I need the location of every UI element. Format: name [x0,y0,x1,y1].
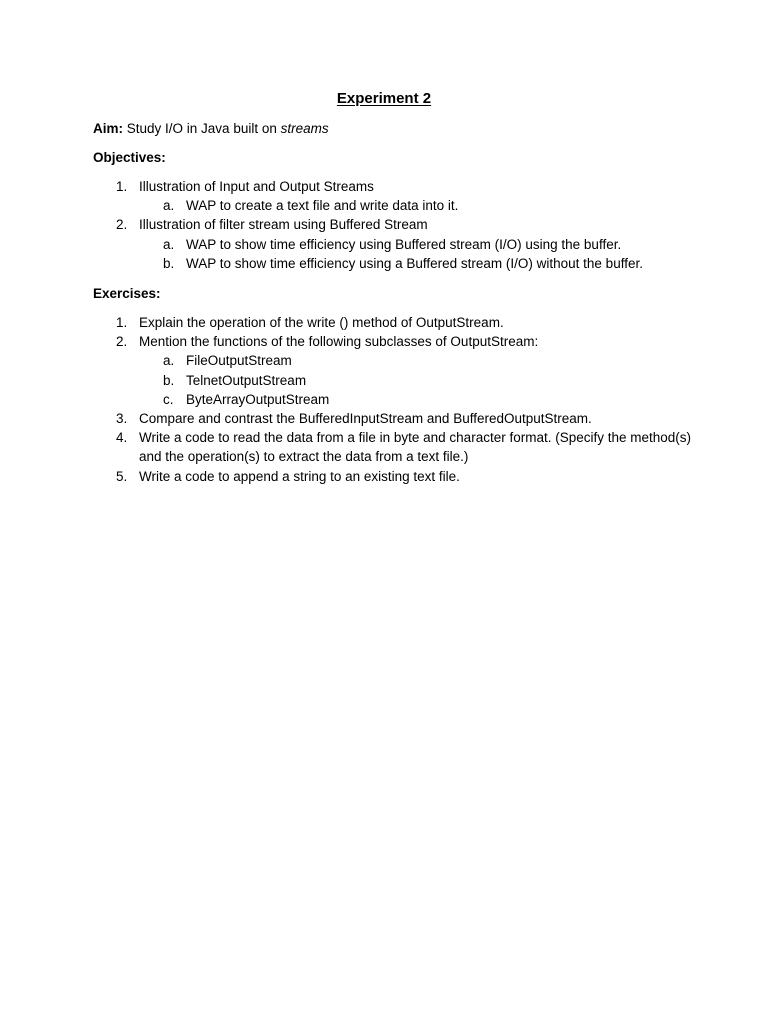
list-item [93,467,693,486]
sub-item-text: WAP to show time efficiency using Buffered stream (I/O) using the buffer. [186,236,622,252]
exercises-list [93,313,693,486]
sub-item-letter: b. [163,372,175,388]
sub-list-item [93,371,693,390]
item-text: Explain the operation of the write () method of OutputStream. [139,315,504,330]
list-item [93,177,693,196]
item-number: 1. [116,179,128,194]
sub-list-item [93,196,693,215]
sub-item-letter: b. [163,255,175,271]
list-item [93,313,693,332]
sub-item-letter: c. [163,391,174,407]
sub-item-letter: a. [163,353,175,369]
sub-item-letter: a. [163,198,175,214]
sub-item-text: ByteArrayOutputStream [186,391,330,407]
sub-item-text: WAP to show time efficiency using a Buffered stream (I/O) without the buffer. [186,255,643,271]
item-text: Compare and contrast the BufferedInputStream and BufferedOutputStream. [139,411,592,427]
aim-text: Study I/O in Java built on [126,121,277,136]
list-item [93,409,693,428]
sub-list-item [93,390,693,409]
item-number: 5. [116,468,128,484]
list-item [93,215,693,234]
sub-item-text: WAP to create a text file and write data into it. [186,198,459,214]
item-number: 1. [116,315,128,330]
item-number: 2. [116,217,128,233]
sub-list-item [93,351,693,370]
item-number: 3. [116,411,128,427]
sub-item-letter: a. [163,236,175,252]
aim-label: Aim: [93,121,123,136]
sub-list-item [93,235,693,254]
objectives-heading: Objectives: [93,150,166,165]
exercises-heading: Exercises: [93,286,161,301]
aim-emphasis: streams [280,121,329,136]
objectives-list [93,177,693,273]
item-text: Illustration of filter stream using Buffered Stream [139,217,428,233]
sub-item-text: FileOutputStream [186,353,292,369]
item-text: Write a code to append a string to an existing text file. [139,468,460,484]
item-text: Mention the functions of the following subclasses of OutputStream: [139,334,539,350]
item-number: 2. [116,334,128,350]
item-text: Write a code to read the data from a file in byte and character format. (Specify the method(s) and the operation(s) to extract the data from a text file.) [139,430,692,465]
list-item [93,332,693,351]
item-number: 4. [116,430,128,446]
item-text: Illustration of Input and Output Streams [139,179,374,194]
list-item [93,428,693,466]
document-title: Experiment 2 [336,90,432,107]
aim-line [93,119,329,138]
sub-item-text: TelnetOutputStream [186,372,307,388]
sub-list-item [93,254,693,273]
